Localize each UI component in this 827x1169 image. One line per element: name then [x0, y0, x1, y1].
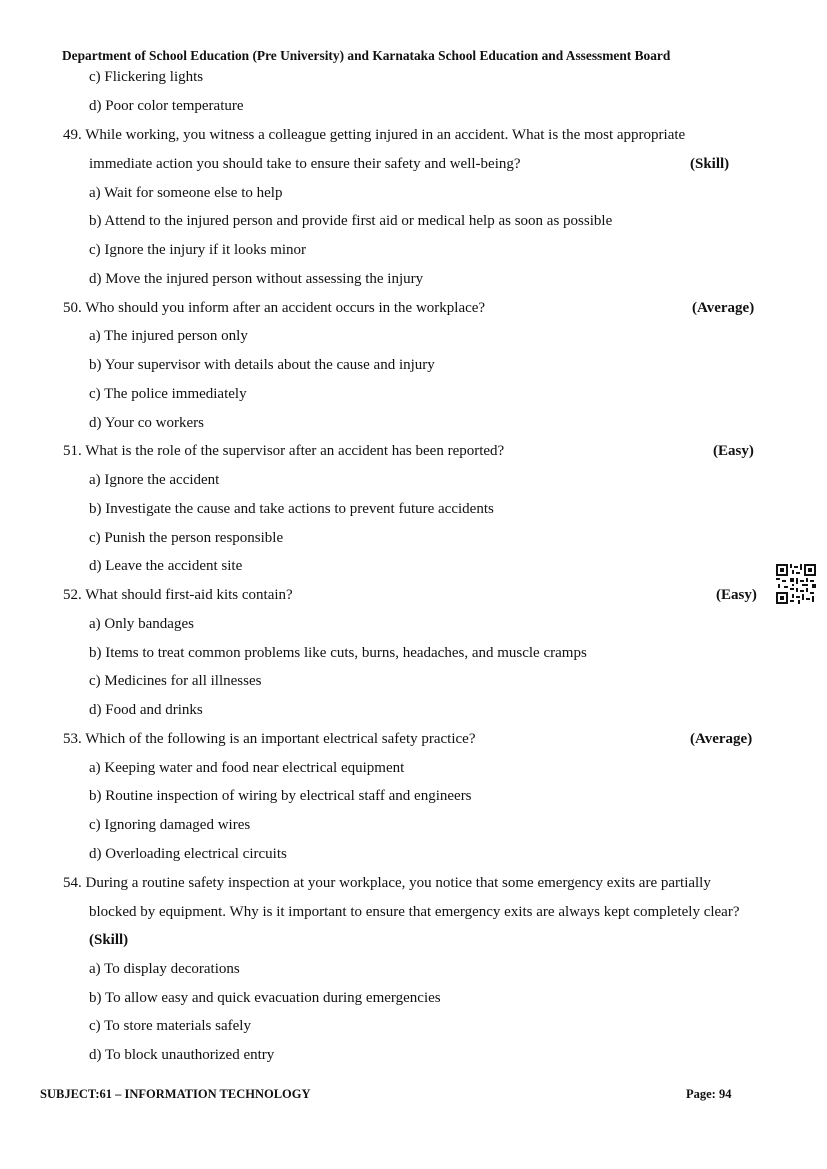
q51-option-b: b) Investigate the cause and take actions to prevent future accidents [89, 501, 494, 517]
q54-level: (Skill) [89, 932, 129, 948]
q50-option-c: c) The police immediately [89, 386, 247, 402]
q54-option-c: c) To store materials safely [89, 1018, 251, 1034]
q49-level: (Skill) [690, 156, 730, 172]
q49-option-d: d) Move the injured person without assessing the injury [89, 271, 424, 287]
q48-option-c: c) Flickering lights [89, 69, 204, 85]
qr-code-icon [776, 564, 816, 604]
q53-option-d: d) Overloading electrical circuits [89, 846, 287, 862]
q53-option-b: b) Routine inspection of wiring by electrical staff and engineers [89, 788, 472, 804]
q53-option-a: a) Keeping water and food near electrical equipment [89, 760, 405, 776]
q54-option-b: b) To allow easy and quick evacuation during emergencies [89, 990, 441, 1006]
footer-page-number: Page: 94 [686, 1087, 732, 1101]
q49-option-a: a) Wait for someone else to help [89, 185, 283, 201]
q50-option-d: d) Your co workers [89, 415, 204, 431]
q49-text: 49. While working, you witness a colleague getting injured in an accident. What is the most appropriate [63, 127, 686, 143]
q50-level: (Average) [692, 300, 755, 316]
q52-option-c: c) Medicines for all illnesses [89, 673, 262, 689]
q50-option-a: a) The injured person only [89, 328, 248, 344]
q54-option-a: a) To display decorations [89, 961, 240, 977]
q51-option-c: c) Punish the person responsible [89, 530, 284, 546]
q52-option-d: d) Food and drinks [89, 702, 203, 718]
page-header: Department of School Education (Pre University) and Karnataka School Education and Assessment Board [62, 48, 671, 63]
q49-option-c: c) Ignore the injury if it looks minor [89, 242, 307, 258]
q51-text: 51. What is the role of the supervisor after an accident has been reported? [63, 443, 505, 459]
q49-text-cont: immediate action you should take to ensure their safety and well-being? [89, 156, 521, 172]
q53-option-c: c) Ignoring damaged wires [89, 817, 251, 833]
q48-option-d: d) Poor color temperature [89, 98, 244, 114]
q51-level: (Easy) [713, 443, 754, 459]
q51-option-a: a) Ignore the accident [89, 472, 220, 488]
q52-text: 52. What should first-aid kits contain? [63, 587, 293, 603]
q53-level: (Average) [690, 731, 753, 747]
q49-option-b: b) Attend to the injured person and provide first aid or medical help as soon as possible [89, 213, 613, 229]
q52-option-b: b) Items to treat common problems like cuts, burns, headaches, and muscle cramps [89, 645, 587, 661]
q50-option-b: b) Your supervisor with details about the cause and injury [89, 357, 435, 373]
q52-option-a: a) Only bandages [89, 616, 194, 632]
q52-level: (Easy) [716, 587, 757, 603]
footer-subject: SUBJECT:61 – INFORMATION TECHNOLOGY [40, 1087, 311, 1101]
q51-option-d: d) Leave the accident site [89, 558, 243, 574]
q54-option-d: d) To block unauthorized entry [89, 1047, 275, 1063]
q54-text-cont: blocked by equipment. Why is it important to ensure that emergency exits are always kept completely clear? [89, 904, 740, 920]
q50-text: 50. Who should you inform after an accident occurs in the workplace? [63, 300, 486, 316]
q53-text: 53. Which of the following is an important electrical safety practice? [63, 731, 476, 747]
q54-text: 54. During a routine safety inspection at your workplace, you notice that some emergency exits are partially [63, 875, 711, 891]
